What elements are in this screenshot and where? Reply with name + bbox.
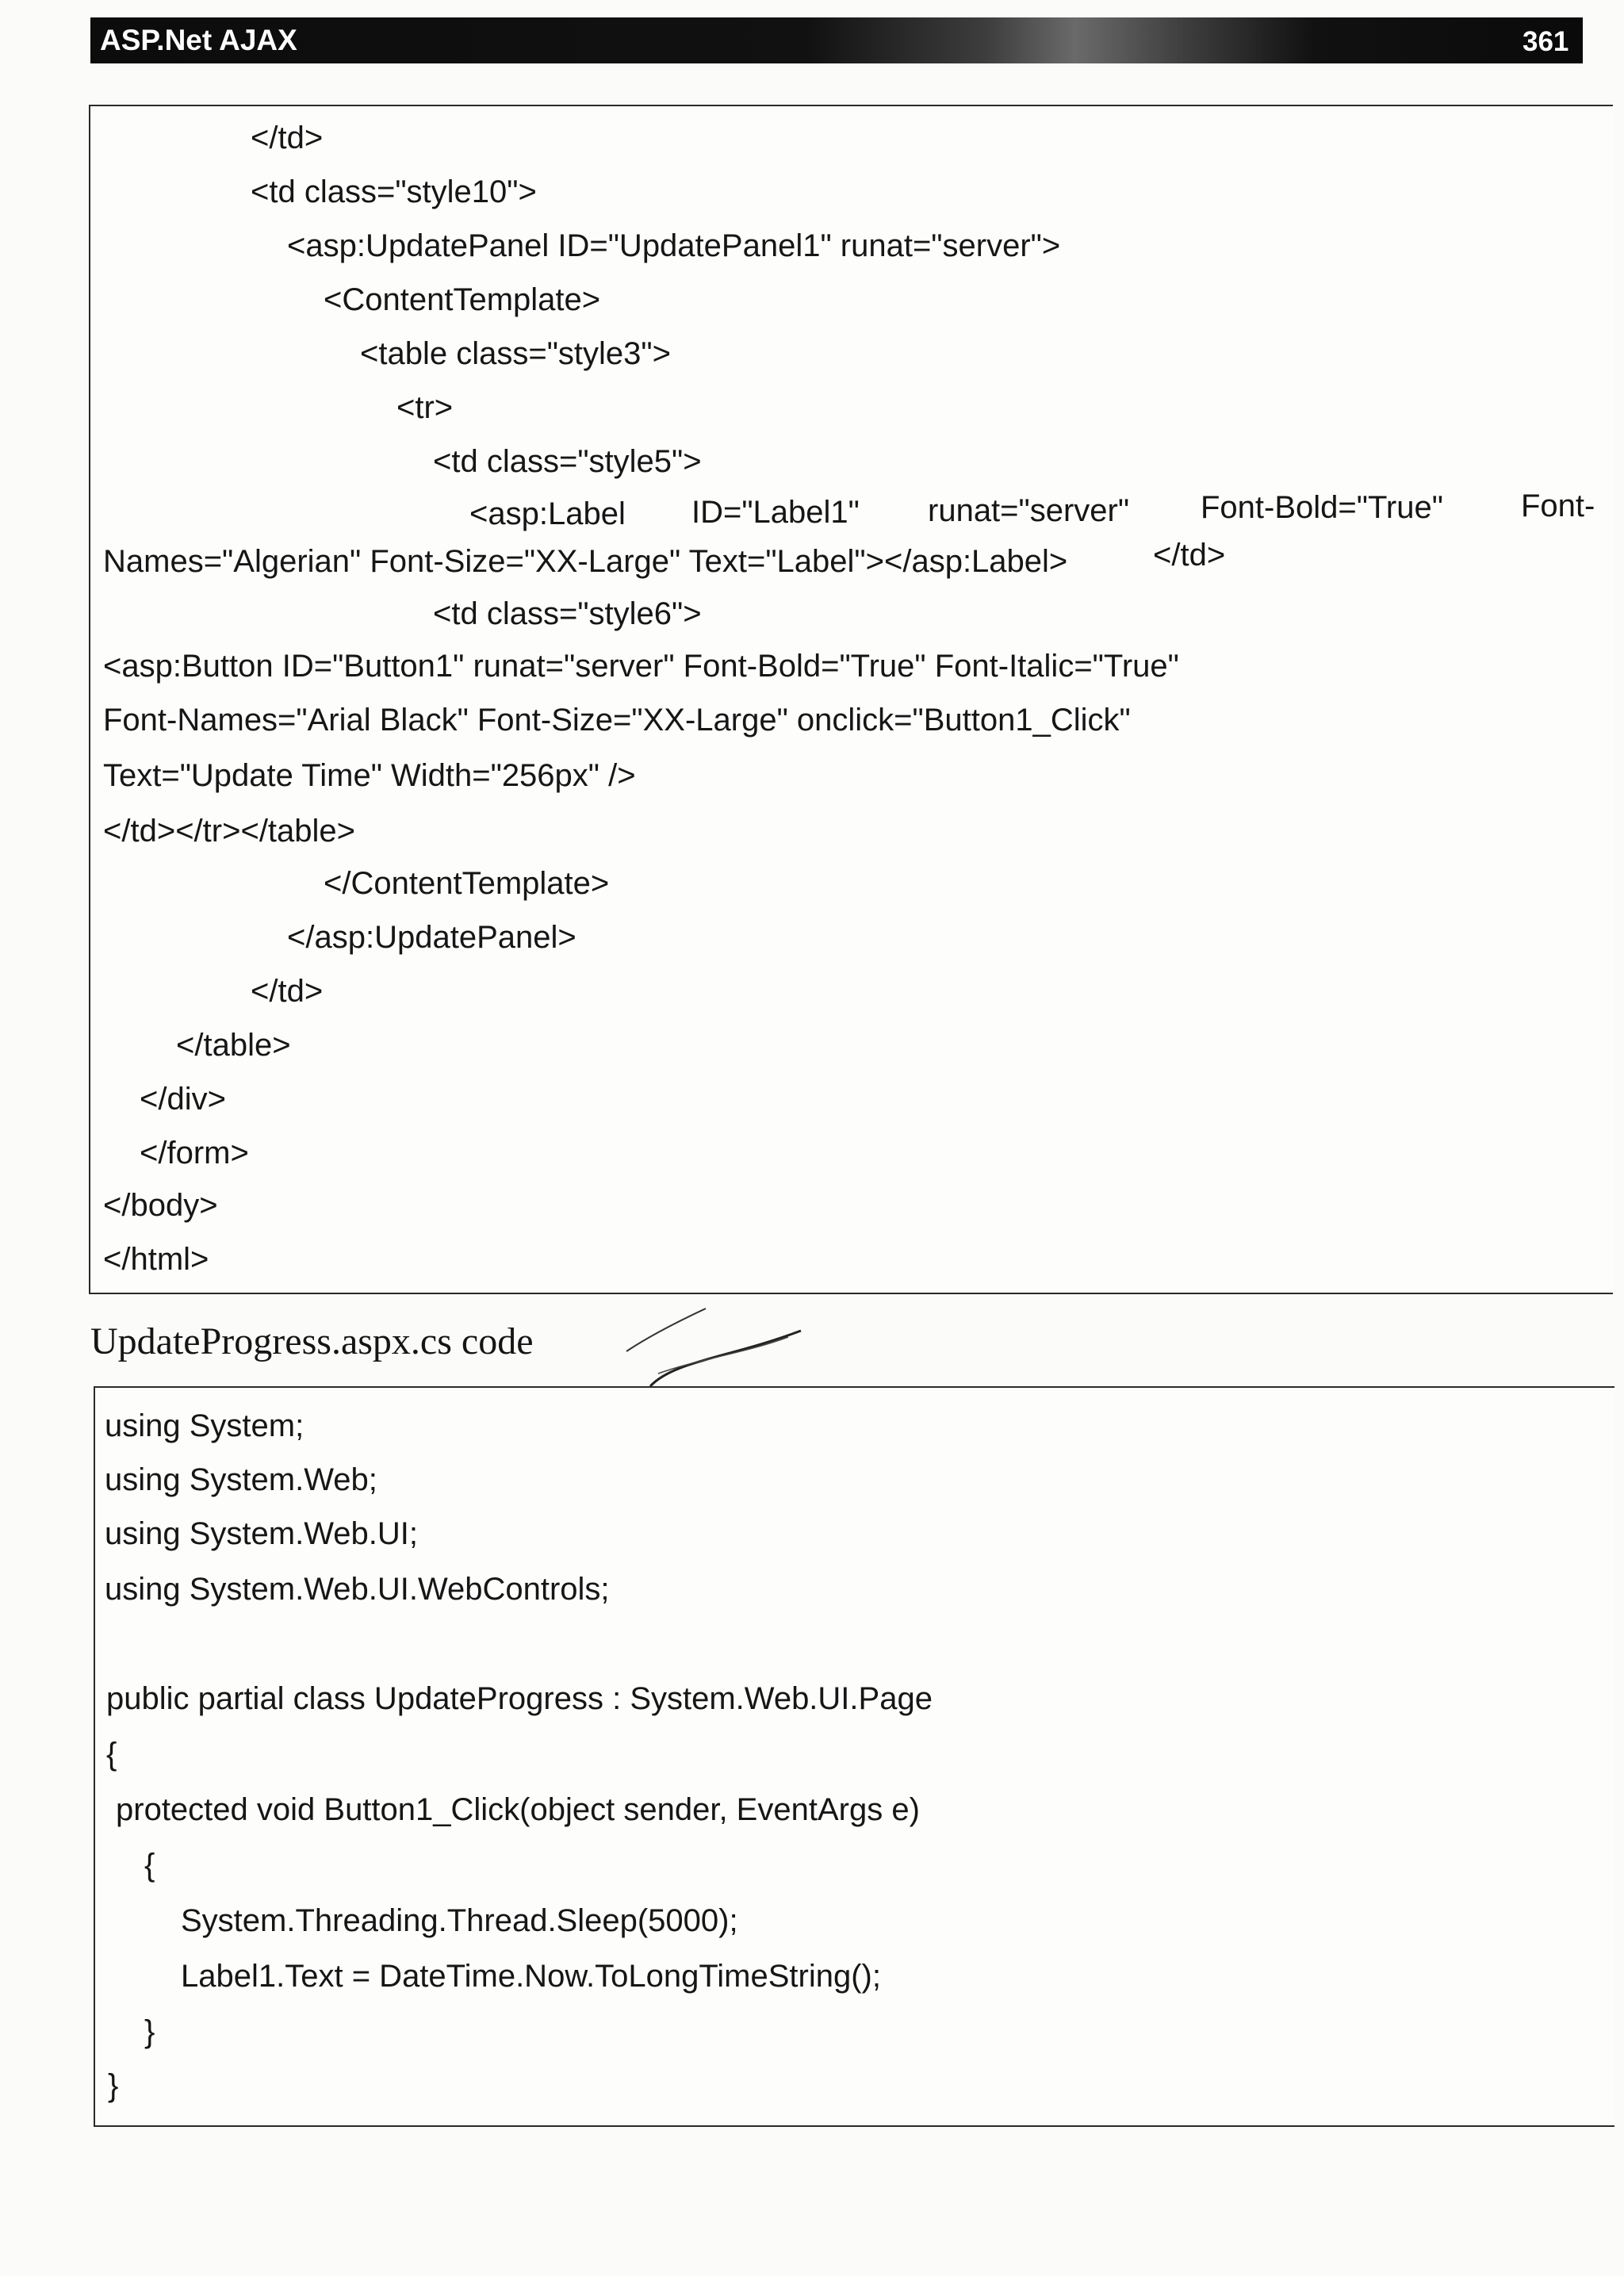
code-line: ID="Label1" xyxy=(691,495,860,530)
code-line: <asp:Button ID="Button1" runat="server" Font-Bold="True" Font-Italic="True" xyxy=(103,649,1179,684)
code-line: </form> xyxy=(140,1136,249,1171)
code-line: </td> xyxy=(251,974,324,1009)
running-header-title: ASP.Net AJAX xyxy=(100,24,297,56)
code-line: using System.Web.UI; xyxy=(105,1516,418,1551)
code-line: <td class="style6"> xyxy=(433,596,702,631)
code-line: } xyxy=(108,2068,119,2103)
pen-scribble-mark xyxy=(619,1297,809,1393)
code-line: </td> xyxy=(1153,538,1226,573)
code-line: using System; xyxy=(105,1408,304,1443)
code-line: runat="server" xyxy=(928,493,1130,528)
code-line: System.Threading.Thread.Sleep(5000); xyxy=(181,1903,738,1938)
code-line: <asp:UpdatePanel ID="UpdatePanel1" runat="server"> xyxy=(287,228,1061,263)
code-line: using System.Web.UI.WebControls; xyxy=(105,1572,610,1607)
code-line: <td class="style5"> xyxy=(433,444,702,479)
section-title: UpdateProgress.aspx.cs code xyxy=(90,1320,534,1362)
code-line: Names="Algerian" Font-Size="XX-Large" Text="Label"></asp:Label> xyxy=(103,544,1068,579)
code-line: <ContentTemplate> xyxy=(324,282,601,317)
code-line: Label1.Text = DateTime.Now.ToLongTimeString(); xyxy=(181,1959,881,1994)
code-line: </ContentTemplate> xyxy=(324,866,610,901)
code-line: </html> xyxy=(103,1242,209,1277)
code-line: </div> xyxy=(140,1082,226,1117)
code-line: Font-Names="Arial Black" Font-Size="XX-Large" onclick="Button1_Click" xyxy=(103,703,1131,738)
code-line: </table> xyxy=(176,1028,291,1063)
code-line: <asp:Label xyxy=(469,496,626,531)
code-line: </body> xyxy=(103,1188,218,1223)
code-line: { xyxy=(106,1737,117,1772)
code-line: Font-Bold="True" xyxy=(1201,490,1443,525)
code-line: </td></tr></table> xyxy=(103,814,356,849)
code-line: protected void Button1_Click(object sender, EventArgs e) xyxy=(116,1792,920,1827)
code-line: Text="Update Time" Width="256px" /> xyxy=(103,758,636,793)
code-line: { xyxy=(144,1848,155,1883)
code-line: Font- xyxy=(1521,489,1595,523)
running-header-bar xyxy=(90,17,1583,63)
code-line: } xyxy=(144,2014,155,2049)
code-line: <td class="style10"> xyxy=(251,174,537,209)
aspx-markup-code-box xyxy=(89,105,1613,1294)
page-number: 361 xyxy=(1522,26,1569,57)
code-line: </asp:UpdatePanel> xyxy=(287,920,576,955)
code-line: <tr> xyxy=(396,390,454,425)
code-line: <table class="style3"> xyxy=(360,336,671,371)
code-line: public partial class UpdateProgress : System.Web.UI.Page xyxy=(106,1681,933,1716)
code-line: using System.Web; xyxy=(105,1462,377,1497)
code-line: </td> xyxy=(251,121,324,155)
